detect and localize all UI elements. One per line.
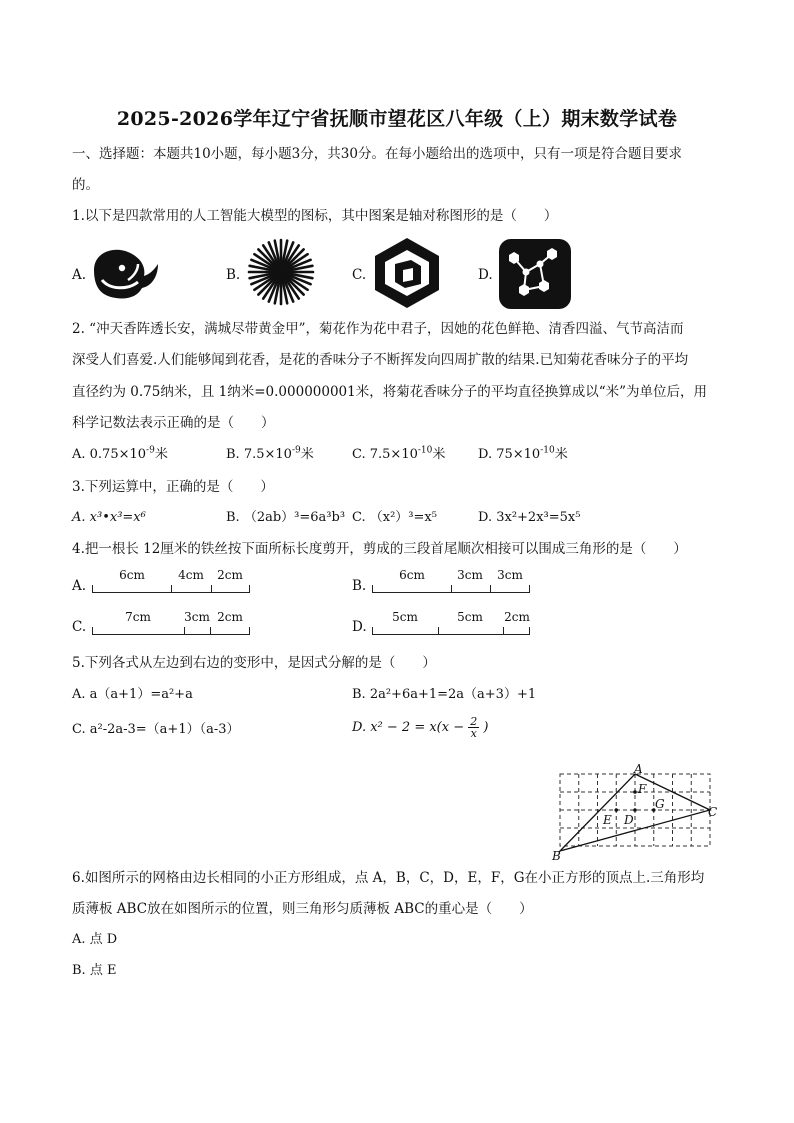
q2-stem-line4: 科学记数法表示正确的是（ ） [72, 415, 275, 431]
q4-option-a-label: A. [72, 578, 87, 594]
q4-option-d-segments [372, 609, 530, 639]
q3-stem: 3.下列运算中，正确的是（ ） [72, 479, 274, 495]
segment-label: 2cm [504, 610, 530, 624]
segment-label: 4cm [178, 568, 204, 582]
q2-stem-line1: 2. “冲天香阵透长安，满城尽带黄金甲”，菊花作为花中君子，因她的花色鲜艳、清香四溢、气节高洁而 [72, 321, 684, 337]
point-label-c: C [708, 805, 718, 819]
q6-grid-triangle-figure [548, 764, 728, 864]
q3-option-b: B. （2ab）³=6a³b³ [226, 510, 346, 525]
q3-option-a: A. x³•x³=x⁶ [72, 510, 146, 525]
segment-label: 3cm [184, 610, 210, 624]
q4-option-d-label: D. [352, 619, 367, 635]
q2-stem-line3: 直径约为 0.75纳米，且 1纳米=0.000000001米，将菊花香味分子的平均直径换算成以“米”为单位后，用 [72, 384, 708, 400]
q2-stem-line2: 深受人们喜爱.人们能够闻到花香，是花的香味分子不断挥发向四周扩散的结果.已知菊花香味分子的平均 [72, 352, 689, 368]
q3-option-c: C. （x²）³=x⁵ [352, 510, 437, 525]
segment-label: 3cm [457, 568, 483, 582]
point-label-e: E [603, 813, 612, 827]
segment-label: 2cm [217, 568, 243, 582]
point-label-b: B [552, 849, 561, 863]
q6-stem-line1: 6.如图所示的网格由边长相同的小正方形组成，点 A，B，C，D，E，F，G在小正方形的顶点上.三角形均 [72, 870, 705, 886]
q4-option-c-segments [92, 609, 250, 639]
q2-option-b: B. $7.5\times 10^{-9}$米 [226, 445, 314, 462]
q5-option-d: D. x² − 2 = x(x − $\frac{2}{x}$ ) [352, 715, 489, 740]
point-label-a: A [634, 764, 643, 776]
point-label-d: D [624, 813, 634, 827]
q4-option-b-label: B. [352, 578, 367, 594]
q6-option-b: B. 点 E [72, 963, 117, 978]
q1-option-d-label: D. [478, 267, 493, 283]
q4-stem: 4.把一根长 12厘米的铁丝按下面所标长度剪开，剪成的三段首尾顺次相接可以围成三角形的是（ ） [72, 541, 687, 557]
starburst-logo-icon [245, 238, 317, 306]
q4-option-c-label: C. [72, 619, 87, 635]
q1-option-a-label: A. [72, 267, 87, 283]
section-instructions-line1: 一、选择题：本题共10小题，每小题3分，共30分。在每小题给出的选项中，只有一项是符合题目要求 [72, 146, 682, 162]
segment-label: 2cm [217, 610, 243, 624]
segment-label: 6cm [119, 568, 145, 582]
q5-stem: 5.下列各式从左边到右边的变形中，是因式分解的是（ ） [72, 655, 436, 671]
q5-option-a: A. a（a+1）=a²+a [72, 687, 193, 702]
point-label-f: F [638, 782, 647, 796]
segment-label: 5cm [457, 610, 483, 624]
segment-label: 5cm [392, 610, 418, 624]
q4-option-a-segments [92, 567, 250, 597]
q4-option-b-segments [372, 567, 530, 597]
hexagon-box-logo-icon [371, 236, 443, 310]
segment-label: 6cm [399, 568, 425, 582]
q6-stem-line2: 质薄板 ABC放在如图所示的位置，则三角形匀质薄板 ABC的重心是（ ） [72, 901, 533, 917]
q3-option-d: D. 3x²+2x³=5x⁵ [478, 510, 581, 525]
segment-label: 3cm [497, 568, 523, 582]
whale-logo-icon [88, 240, 160, 302]
q5-option-b: B. 2a²+6a+1=2a（a+3）+1 [352, 687, 537, 702]
q1-option-b-label: B. [226, 267, 241, 283]
q2-option-d: D. $75\times 10^{-10}$米 [478, 445, 568, 462]
q1-option-c-label: C. [352, 267, 367, 283]
q2-option-a: A. $0.75\times 10^{-9}$米 [72, 445, 168, 462]
q6-option-a: A. 点 D [72, 932, 118, 947]
section-instructions-line2: 的。 [72, 177, 99, 193]
q1-stem: 1.以下是四款常用的人工智能大模型的图标，其中图案是轴对称图形的是（ ） [72, 208, 558, 224]
q5-option-c: C. a²-2a-3=（a+1）（a-3） [72, 722, 240, 737]
page-title: 2025-2026学年辽宁省抚顺市望花区八年级（上）期末数学试卷 [116, 108, 678, 130]
q2-option-c: C. $7.5\times 10^{-10}$米 [352, 445, 446, 462]
point-label-g: G [655, 797, 665, 811]
segment-label: 7cm [125, 610, 151, 624]
network-molecule-logo-icon [498, 238, 572, 310]
